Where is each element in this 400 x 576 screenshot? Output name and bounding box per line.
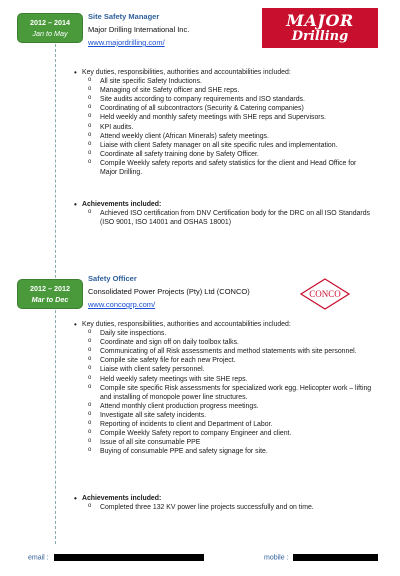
duty-item: o Managing of site Safety officer and SHE reps. <box>74 86 374 95</box>
company-link[interactable]: www.majordrilling.com/ <box>88 38 165 47</box>
achievement-item: o Achieved ISO certification from DNV Certification body for the DRC on all ISO Standards <box>74 209 374 218</box>
footer-email <box>28 554 204 561</box>
job1-achievements <box>74 200 374 227</box>
achievements-heading: • Achievements included: <box>74 494 374 503</box>
email-redacted <box>54 554 204 561</box>
duty-item: o Liaise with client safety personnel. <box>74 365 374 374</box>
logo-text-line1: MAJOR <box>286 11 354 30</box>
company-link[interactable]: www.concogrp.com/ <box>88 300 156 309</box>
conco-logo-text: CONCO <box>309 289 341 299</box>
date-period: Mar to Dec <box>31 295 69 304</box>
job-title: Site Safety Manager <box>88 12 160 21</box>
job2-duties <box>74 320 374 456</box>
date-badge-job2 <box>18 280 82 308</box>
duty-item: o Site audits according to company requirements and ISO standards. <box>74 95 374 104</box>
company-name: Major Drilling International Inc. <box>88 25 190 34</box>
duty-item: o Coordinate all safety training done by Safety Officer. <box>74 150 374 159</box>
duty-item: o Issue of all site consumable PPE <box>74 438 374 447</box>
duty-item: o Reporting of incidents to client and Department of Labor. <box>74 420 374 429</box>
date-range: 2012 – 2014 <box>30 18 70 27</box>
duty-item: o Coordinate and sign off on daily toolbox talks. <box>74 338 374 347</box>
duty-item: o Compile Weekly safety reports and safety statistics for the client and Head Office for Major Drilling. <box>74 159 374 177</box>
duty-item: o Attend monthly client production progress meetings. <box>74 402 374 411</box>
duties-intro: • Key duties, responsibilities, authorities and accountabilities included: <box>74 320 374 329</box>
mobile-label: mobile : <box>264 554 289 562</box>
duty-item: o Daily site inspections. <box>74 329 374 338</box>
duty-item: o Communicating of all Risk assessments and method statements with site personnel. <box>74 347 374 356</box>
achievement-item-cont: (ISO 9001, ISO 14001 and OSHAS 18001) <box>100 219 232 227</box>
duty-item: o Compile Weekly Safety report to company Engineer and client. <box>74 429 374 438</box>
duties-intro: • Key duties, responsibilities, authorities and accountabilities included: <box>74 68 374 77</box>
duty-item: o KPI audits. <box>74 123 374 132</box>
duty-item: o Compile site specific Risk assessments for specialized work egg. Helicopter work – lifting and installing of monopole power line structures. <box>74 384 374 402</box>
company-name: Consolidated Power Projects (Pty) Ltd (CONCO) <box>88 287 250 296</box>
duty-item: o Held weekly safety meetings with site SHE reps. <box>74 375 374 384</box>
achievement-item: o Completed three 132 KV power line projects successfully and on time. <box>74 503 374 512</box>
duty-item: o Coordinating of all subcontractors (Security & Catering companies) <box>74 104 374 113</box>
mobile-redacted <box>293 554 378 561</box>
achievements-heading: • Achievements included: <box>74 200 374 209</box>
duty-item: o All site specific Safety Inductions. <box>74 77 374 86</box>
date-range: 2012 – 2012 <box>30 284 70 293</box>
duty-item: o Investigate all site safety incidents. <box>74 411 374 420</box>
duty-item: o Compile site safety file for each new Project. <box>74 356 374 365</box>
job1-duties <box>74 68 374 177</box>
conco-logo <box>300 278 350 310</box>
duty-item: o Attend weekly client (African Minerals) safety meetings. <box>74 132 374 141</box>
duty-item: o Buying of consumable PPE and safety signage for site. <box>74 447 374 456</box>
job-title: Safety Officer <box>88 274 137 283</box>
footer-mobile <box>264 554 378 561</box>
logo-text-line2: Drilling <box>291 29 349 44</box>
date-period: Jan to May <box>32 29 68 38</box>
major-drilling-logo <box>262 8 378 48</box>
job2-achievements <box>74 494 374 512</box>
date-badge-job1 <box>18 14 82 42</box>
duty-item: o Held weekly and monthly safety meetings with SHE reps and Supervisors. <box>74 113 374 122</box>
email-label: email : <box>28 554 49 562</box>
duty-item: o Liaise with client Safety manager on all site specific rules and implementation. <box>74 141 374 150</box>
